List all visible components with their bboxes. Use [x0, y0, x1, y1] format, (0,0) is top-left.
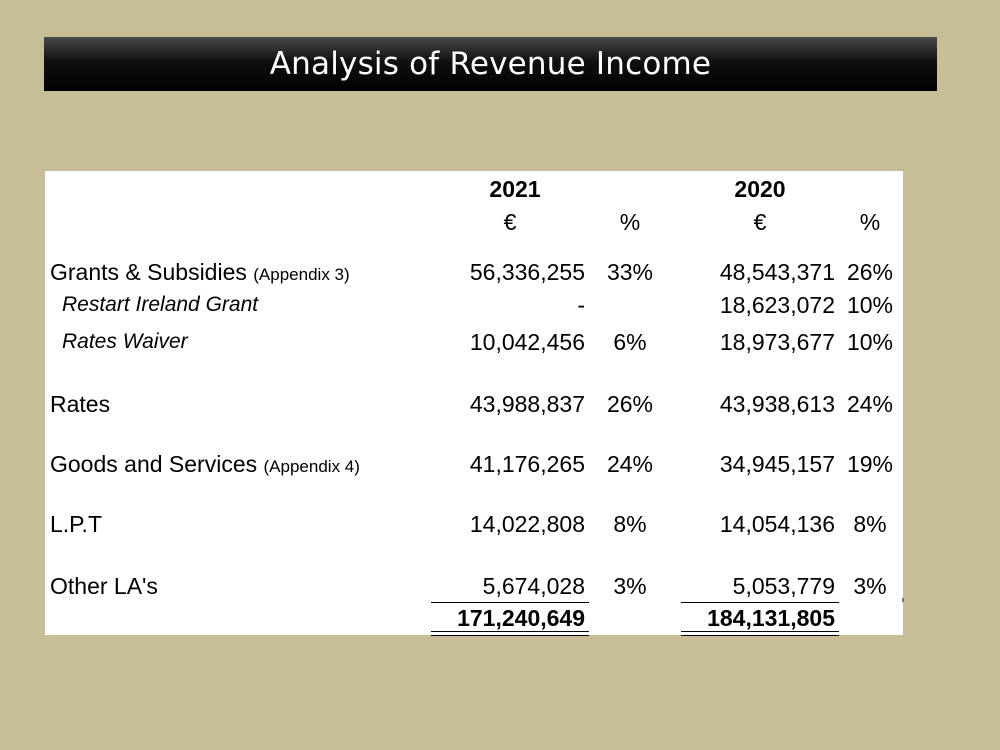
percent-2021: 8% [613, 511, 647, 537]
row-label-lpt: L.P.T [50, 511, 102, 537]
value-2020: 18,623,072 [719, 292, 835, 318]
percent-2020: 26% [846, 259, 894, 285]
percent-2020: 10% [846, 329, 894, 355]
percent-2020: 3% [853, 573, 887, 599]
total-double-rule-2020 [681, 631, 839, 636]
value-2021: 41,176,265 [469, 451, 585, 477]
value-2021: 14,022,808 [469, 511, 585, 537]
value-2020: 48,543,371 [719, 259, 835, 285]
value-2020: 34,945,157 [719, 451, 835, 477]
subtotal-rule-2021 [431, 602, 589, 603]
title-bar [44, 37, 937, 91]
value-2020: 5,053,779 [732, 573, 835, 599]
value-2021: 10,042,456 [469, 329, 585, 355]
slide-title: Analysis of Revenue Income [269, 46, 712, 82]
header-euro-2021: € [503, 209, 517, 235]
value-2021: 5,674,028 [482, 573, 585, 599]
total-2020: 184,131,805 [707, 605, 835, 631]
percent-2021: 26% [606, 391, 654, 417]
value-2020: 43,938,613 [719, 391, 835, 417]
row-label-other-las: Other LA's [50, 573, 158, 599]
row-label-text: Grants & Subsidies [50, 259, 247, 285]
percent-2020: 24% [846, 391, 894, 417]
row-label-note: (Appendix 4) [263, 457, 360, 476]
edge-mark [902, 598, 904, 602]
value-2021: 43,988,837 [469, 391, 585, 417]
row-label-grants [50, 259, 350, 288]
percent-2020: 8% [853, 511, 887, 537]
total-2021: 171,240,649 [457, 605, 585, 631]
row-label-goods-and-services [50, 451, 360, 480]
header-pct-2021: % [619, 209, 641, 235]
revenue-table [45, 171, 903, 635]
percent-2020: 10% [846, 292, 894, 318]
value-2021: - [577, 292, 585, 318]
header-year-2021: 2021 [489, 176, 541, 202]
header-pct-2020: % [859, 209, 881, 235]
header-year-2020: 2020 [734, 176, 786, 202]
total-double-rule-2021 [431, 631, 589, 636]
row-label-note: (Appendix 3) [253, 265, 350, 284]
row-label-rates-waiver: Rates Waiver [62, 330, 188, 353]
percent-2021: 24% [606, 451, 654, 477]
row-label-rates: Rates [50, 391, 111, 417]
value-2020: 14,054,136 [719, 511, 835, 537]
value-2020: 18,973,677 [719, 329, 835, 355]
value-2021: 56,336,255 [469, 259, 585, 285]
percent-2021: 3% [613, 573, 647, 599]
header-euro-2020: € [753, 209, 767, 235]
percent-2021: 33% [606, 259, 654, 285]
subtotal-rule-2020 [681, 602, 839, 603]
percent-2020: 19% [846, 451, 894, 477]
row-label-restart-ireland-grant: Restart Ireland Grant [62, 293, 259, 316]
row-label-text: Goods and Services [50, 451, 258, 477]
percent-2021: 6% [613, 329, 647, 355]
